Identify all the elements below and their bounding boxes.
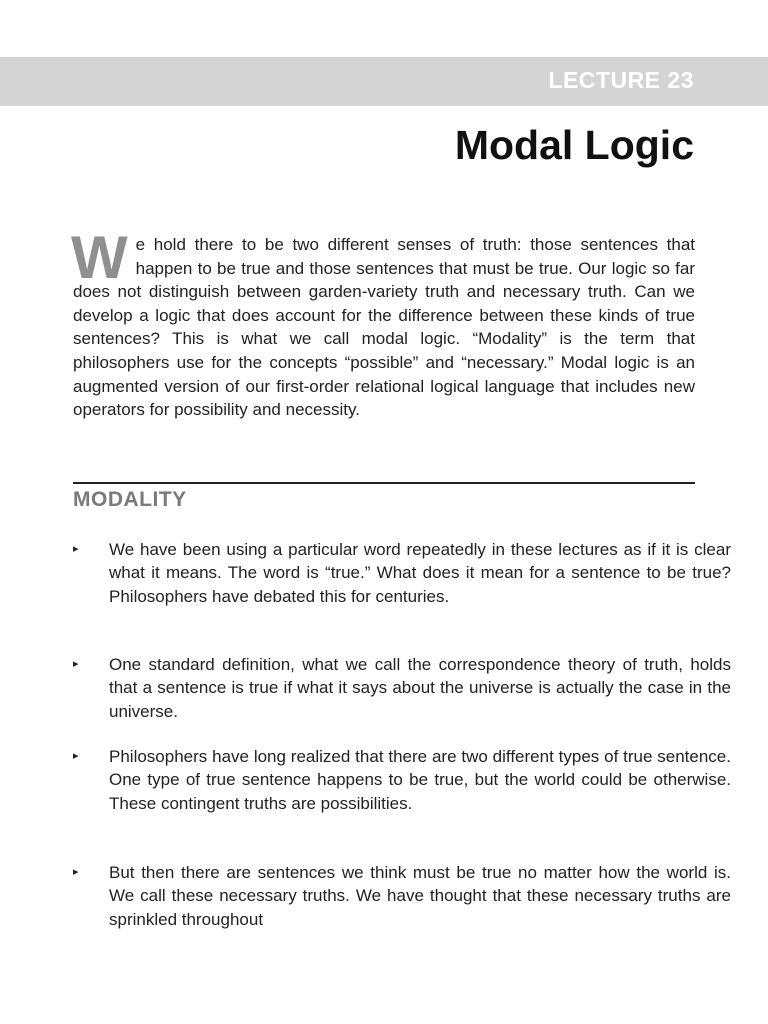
section-heading: MODALITY <box>73 488 187 511</box>
lecture-number: LECTURE 23 <box>548 67 694 93</box>
lecture-header-bar <box>0 57 768 106</box>
list-item <box>73 538 731 608</box>
page-title: Modal Logic <box>454 122 694 168</box>
list-item <box>73 653 731 723</box>
intro-text: e hold there to be two different senses of truth: those sentences that happen to be true and those sentences that must be true. Our logic so far does not distinguish between garden-variety truth and necessary truth. Can we develop a logic that does account for the difference between these kinds of true sentences? This is what we call modal logic. “Modality” is the term that philosophers use for the concepts “possible” and “necessary.” Modal logic is an augmented version of our first-order relational logical language that includes new operators for possibility and necessity. <box>73 235 695 420</box>
intro-paragraph <box>71 224 695 422</box>
list-item-text: One standard definition, what we call the correspondence theory of truth, holds that a sentence is true if what it says about the universe is actually the case in the universe. <box>109 655 731 721</box>
drop-cap: W <box>71 224 128 291</box>
list-item-text: But then there are sentences we think must be true no matter how the world is. We call these necessary truths. We have thought that these necessary truths are sprinkled throughout <box>109 863 731 929</box>
section-divider <box>73 482 695 484</box>
list-item <box>73 861 731 931</box>
bullet-arrow-icon: ▸ <box>73 658 79 670</box>
list-item-text: Philosophers have long realized that there are two different types of true sentence. One type of true sentence happens to be true, but the world could be otherwise. These contingent truths are possibilities. <box>109 747 731 813</box>
bullet-arrow-icon: ▸ <box>73 750 79 762</box>
bullet-arrow-icon: ▸ <box>73 543 79 555</box>
list-item <box>73 745 731 815</box>
bullet-arrow-icon: ▸ <box>73 866 79 878</box>
list-item-text: We have been using a particular word repeatedly in these lectures as if it is clear what it means. The word is “true.” What does it mean for a sentence to be true? Philosophers have debated this for centuries. <box>109 540 731 606</box>
